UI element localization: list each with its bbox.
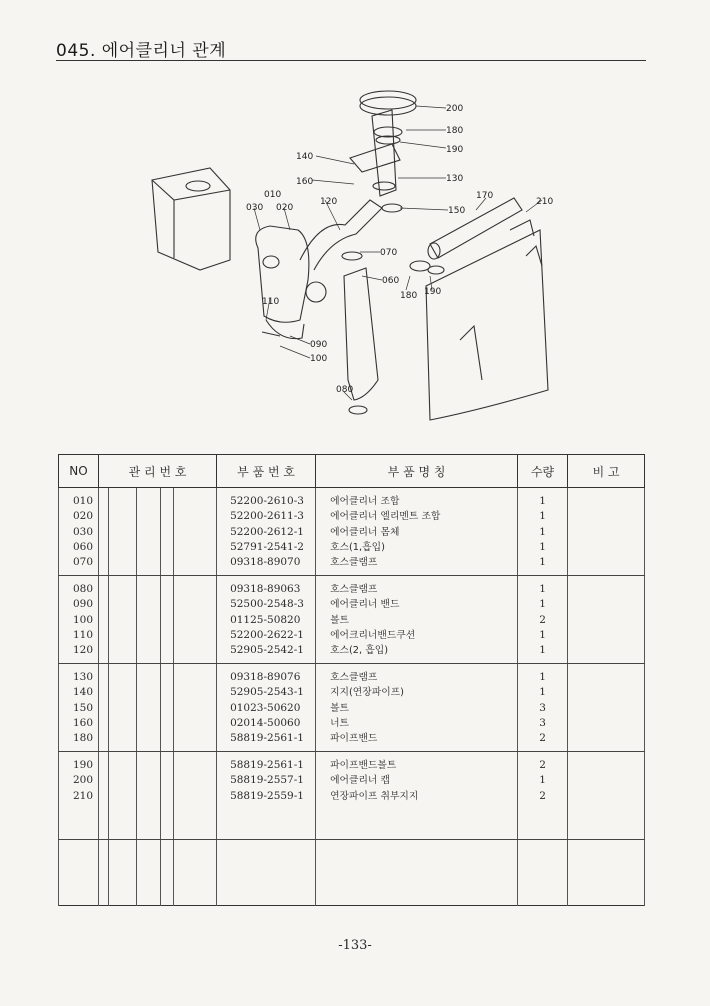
part-number: 52200-2612-1 (230, 525, 304, 538)
part-no: 080 (73, 583, 94, 595)
part-number: 09318-89063 (230, 583, 301, 595)
header-part-name: 부 품 명 칭 (316, 455, 518, 488)
part-number: 09318-89076 (230, 671, 301, 683)
callout-label: 020 (276, 203, 294, 213)
part-number: 52200-2611-3 (230, 510, 304, 523)
callout-label: 170 (476, 191, 494, 201)
part-name: 에어클리너 조합 (330, 496, 400, 507)
part-quantity: 1 (539, 556, 546, 569)
part-name: 파이프밴드 (330, 733, 378, 745)
part-number: 01023-50620 (230, 701, 301, 714)
callout-label: 150 (448, 206, 466, 216)
page-number: -133- (338, 938, 372, 953)
part-name: 에어클리너 캡 (330, 775, 390, 787)
part-no: 180 (73, 732, 94, 745)
part-no: 160 (73, 716, 94, 729)
callout-label: 180 (446, 126, 464, 136)
part-quantity: 1 (539, 628, 546, 641)
extension-pipe (430, 198, 522, 258)
part-number: 52905-2543-1 (230, 686, 304, 699)
callout-label: 060 (382, 276, 400, 286)
table-row-group-empty (59, 840, 645, 906)
callout-label: 120 (320, 197, 338, 207)
part-number: 58819-2561-1 (230, 759, 304, 771)
part-no: 210 (73, 789, 94, 802)
part-no: 110 (73, 628, 94, 641)
part-no: 190 (73, 759, 94, 771)
part-number: 52200-2622-1 (230, 628, 304, 641)
part-name: 파이프밴드볼트 (330, 760, 397, 771)
part-number: 52500-2548-3 (230, 598, 304, 611)
part-quantity: 3 (539, 716, 546, 729)
part-name: 지지(연장파이프) (330, 687, 404, 699)
part-no: 130 (73, 671, 94, 683)
part-quantity: 2 (539, 613, 546, 626)
part-name: 너트 (330, 717, 349, 729)
callout-label: 030 (246, 203, 264, 213)
part-no: 090 (73, 598, 94, 611)
hose-120 (300, 200, 382, 270)
part-no: 010 (73, 495, 94, 507)
part-name: 에어크리너밴드쿠션 (330, 629, 416, 641)
part-number: 58819-2559-1 (230, 789, 304, 802)
part-quantity: 1 (539, 598, 546, 611)
part-quantity: 1 (539, 495, 546, 507)
shroud-panel (426, 230, 548, 420)
part-number: 58819-2561-1 (230, 732, 304, 745)
part-name: 호스클램프 (330, 584, 378, 595)
part-number: 58819-2557-1 (230, 774, 304, 787)
part-number: 02014-50060 (230, 716, 301, 729)
part-no: 100 (73, 613, 94, 626)
table-row-group (59, 488, 645, 576)
part-name: 호스클램프 (330, 672, 378, 683)
header-part-number: 부 품 번 호 (217, 455, 316, 488)
part-quantity: 1 (539, 671, 546, 683)
part-no: 070 (73, 556, 94, 569)
callout-label: 100 (310, 354, 328, 364)
callout-label: 130 (446, 174, 464, 184)
callout-label: 210 (536, 197, 554, 207)
part-quantity: 2 (539, 759, 546, 771)
part-name: 볼트 (330, 614, 349, 626)
part-quantity: 1 (539, 540, 546, 553)
part-name: 볼트 (330, 702, 349, 714)
parts-table (58, 454, 645, 906)
part-quantity: 1 (539, 510, 546, 523)
part-quantity: 1 (539, 525, 546, 538)
part-quantity: 1 (539, 583, 546, 595)
part-no: 200 (73, 774, 94, 787)
part-no: 060 (73, 540, 94, 553)
callout-label: 140 (296, 152, 314, 162)
part-no: 020 (73, 510, 94, 523)
page-title: 045. 에어클리너 관계 (56, 41, 227, 61)
part-name: 호스클램프 (330, 557, 378, 569)
callout-label: 110 (262, 297, 280, 307)
part-name: 에어클리너 몸체 (330, 526, 400, 538)
title-divider (56, 60, 646, 61)
callout-label: 190 (424, 287, 442, 297)
air-cleaner-body (256, 226, 309, 322)
part-name: 호스(1,흡입) (330, 541, 385, 553)
part-no: 030 (73, 525, 94, 538)
table-row-group (59, 664, 645, 752)
part-quantity: 2 (539, 732, 546, 745)
callout-label: 080 (336, 385, 354, 395)
part-name: 에어클리너 엘리멘트 조합 (330, 511, 441, 523)
callout-label: 160 (296, 177, 314, 187)
header-no: NO (59, 455, 99, 488)
callout-label: 190 (446, 145, 464, 155)
callout-label: 200 (446, 104, 464, 114)
header-remarks: 비 고 (568, 455, 645, 488)
exploded-parts-diagram (130, 80, 580, 440)
part-quantity: 1 (539, 644, 546, 657)
callout-label: 010 (264, 190, 282, 200)
part-no: 140 (73, 686, 94, 699)
tank-shape (152, 168, 230, 270)
table-header-row (59, 455, 645, 488)
part-name: 연장파이프 취부지지 (330, 790, 419, 802)
callout-label: 090 (310, 340, 328, 350)
callout-label: 070 (380, 248, 398, 258)
part-number: 52791-2541-2 (230, 540, 304, 553)
part-no: 150 (73, 701, 94, 714)
part-number: 52200-2610-3 (230, 495, 304, 507)
part-quantity: 3 (539, 701, 546, 714)
table-row-group (59, 576, 645, 664)
part-name: 호스(2, 흡입) (330, 645, 389, 657)
part-quantity: 1 (539, 774, 546, 787)
table-row-group (59, 752, 645, 840)
part-number: 52905-2542-1 (230, 644, 304, 657)
part-quantity: 2 (539, 789, 546, 802)
part-number: 09318-89070 (230, 556, 301, 569)
header-management-number: 관 리 번 호 (99, 455, 217, 488)
part-name: 에어클리너 밴드 (330, 599, 400, 611)
hose-060 (344, 268, 378, 400)
callout-label: 180 (400, 291, 418, 301)
part-quantity: 1 (539, 686, 546, 699)
part-no: 120 (73, 644, 94, 657)
part-number: 01125-50820 (230, 613, 301, 626)
header-quantity: 수량 (518, 455, 568, 488)
